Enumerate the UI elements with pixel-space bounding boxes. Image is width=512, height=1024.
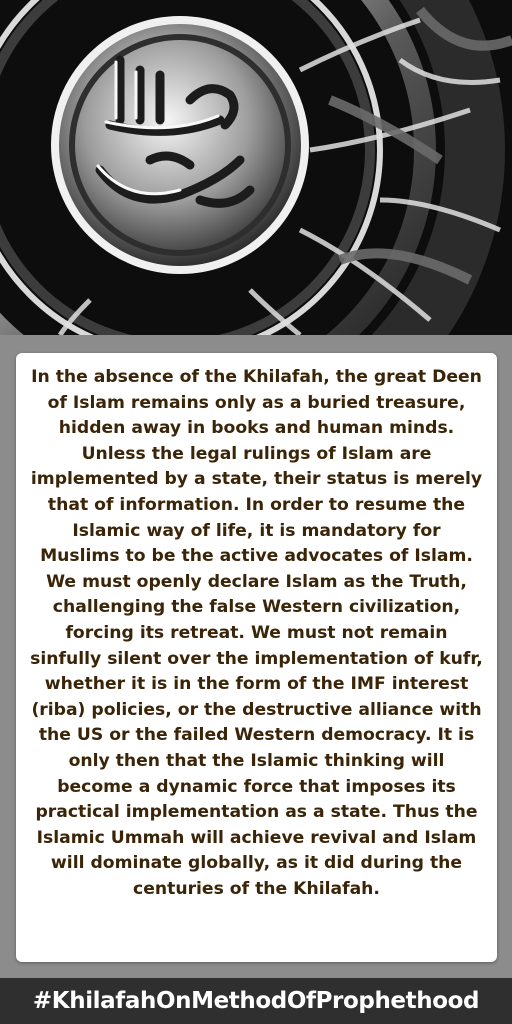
content-panel <box>0 335 512 978</box>
islamic-calligraphy-emblem-icon <box>0 0 512 335</box>
footer-bar <box>0 978 512 1024</box>
hero-image <box>0 0 512 335</box>
message-text: In the absence of the Khilafah, the great Deen of Islam remains only as a buried treasure, hidden away in books and human minds. Unless the legal rulings of Islam are implemented by a state, their status is merely that of information. In order to resume the Islamic way of life, it is mandatory for Muslims to be the active advocates of Islam. We must openly declare Islam as the Truth, challenging the false Western civilization, forcing its retreat. We must not remain sinfully silent over the implementation of kufr, whether it is in the form of the IMF interest (riba) policies, or the destructive alliance with the US or the failed Western democracy. It is only then that the Islamic thinking will become a dynamic force that imposes its practical implementation as a state. Thus the Islamic Ummah will achieve revival and Islam will dominate globally, as it did during the centuries of the Khilafah. <box>30 367 483 899</box>
text-card <box>16 353 497 962</box>
hashtag-text: #KhilafahOnMethodOfProphethood <box>32 988 480 1014</box>
